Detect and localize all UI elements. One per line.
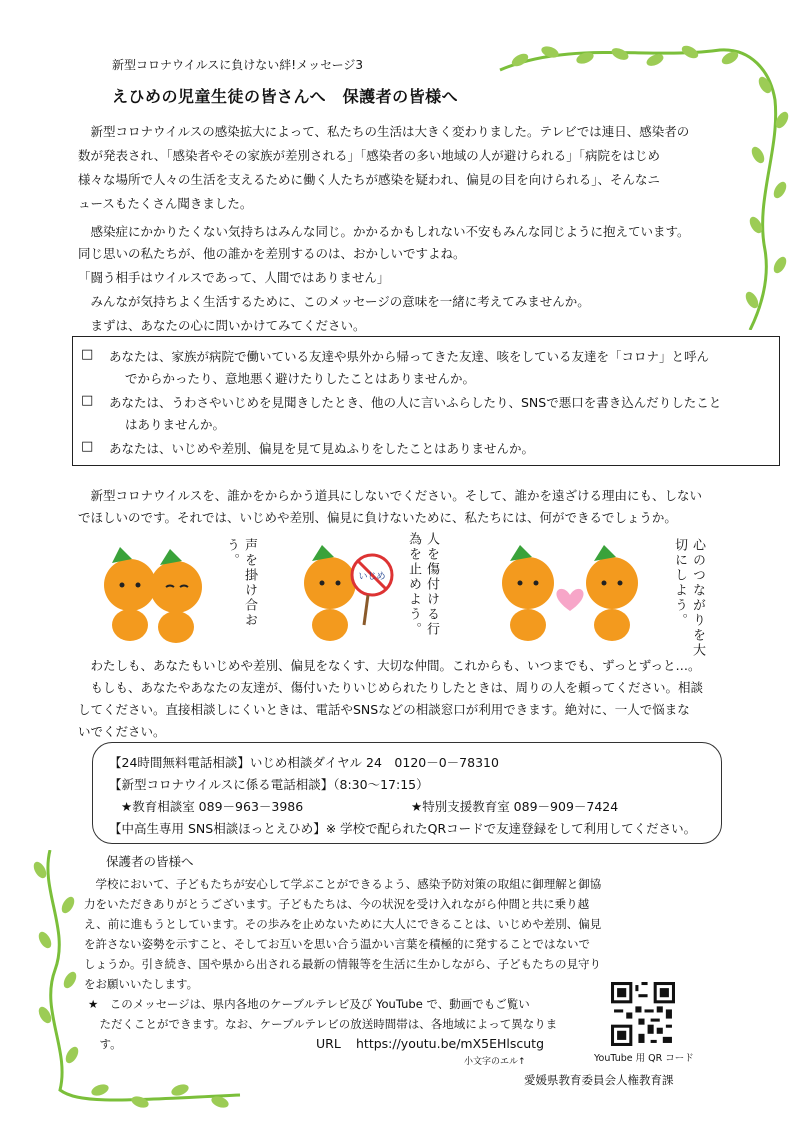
qr-code-icon[interactable] [611, 982, 675, 1046]
intro-line: みんなが気持ちよく生活するために、このメッセージの意味を一緒に考えてみませんか。 [78, 294, 590, 309]
intro-line: まずは、あなたの心に問いかけてみてください。 [78, 318, 366, 333]
checklist-item-text: あなたは、うわさやいじめを見聞きしたとき、他の人に言いふらしたり、SNSで悪口を書き込んだりしたこと [109, 395, 722, 410]
intro-line: 感染症にかかりたくない気持ちはみんな同じ。かかるかもしれない不安もみんな同じように抱えています。 [78, 224, 690, 239]
caption-connection: 心のつながりを大切にしよう。 [672, 538, 705, 658]
intro-line: 様々な場所で人々の生活を支えるために働く人たちが感染を疑われ、偏見の目を向けられる」、そんなニ [78, 172, 661, 187]
checklist-item-text: でからかったり、意地悪く避けたりしたことはありませんか。 [125, 371, 476, 386]
mascot-stop-bullying-illustration [290, 535, 400, 645]
guardians-line: を許さない姿勢を示すこと、そしてお互いを思い合う温かい言葉を積極的に発することではないで [84, 937, 590, 951]
body-line: わたしも、あなたもいじめや差別、偏見をなくす、大切な仲間。これからも、いつまでも、ずっとずっと…。 [78, 658, 701, 673]
body-line: してください。直接相談しにくいときは、電話やSNSなどの相談窓口が利用できます。絶対に、一人で悩まな [78, 702, 690, 717]
url-note: 小文字のエル↑ [464, 1057, 526, 1067]
body-line: でほしいのです。それでは、いじめや差別、偏見に負けないために、私たちには、何ができるでしょうか。 [78, 510, 677, 525]
youtube-url-link[interactable]: https://youtu.be/mX5EHlscutg [356, 1036, 545, 1051]
guardians-line: 学校において、子どもたちが安心して学ぶことができるよう、感染予防対策の取組に御理解と御協 [84, 877, 602, 891]
guardians-line: え、前に進もうとしています。その歩みを止めないために大人にできることは、いじめや差別、偏見 [84, 917, 602, 931]
page-title: えひめの児童生徒の皆さんへ 保護者の皆様へ [112, 87, 459, 106]
mascot-heart-illustration [490, 535, 650, 645]
quote-line: 「闘う相手はウイルスであって、人間ではありません」 [78, 270, 390, 285]
message-subtitle: 新型コロナウイルスに負けない絆!メッセージ3 [112, 58, 364, 72]
guardians-line: をお願いいたします。 [84, 977, 199, 991]
intro-line: 同じ思いの私たちが、他の誰かを差別するのは、おかしいですよね。 [78, 246, 466, 261]
checkbox[interactable]: □ [81, 439, 94, 454]
education-consult-room: ★教育相談室 089－963－3986 [121, 799, 304, 814]
youtube-note-line: す。 [88, 1037, 122, 1051]
issuer-name: 愛媛県教育委員会人権教育課 [524, 1073, 674, 1087]
checkbox[interactable]: □ [81, 347, 94, 362]
checklist-item-text: あなたは、家族が病院で働いている友達や県外から帰ってきた友達、咳をしている友達を「コロナ」と呼ん [109, 349, 710, 364]
url-label: URL [316, 1036, 341, 1051]
mascot-pair-hug-illustration [90, 535, 220, 645]
checkbox[interactable]: □ [81, 393, 94, 408]
checklist-item-text: はありませんか。 [125, 417, 226, 432]
youtube-note-line: ただくことができます。なお、ケーブルテレビの放送時間帯は、各地域によって異なりま [88, 1017, 558, 1031]
caption-stop-hurting: 人を傷付ける行為を止めよう。 [406, 532, 439, 637]
self-check-panel [72, 336, 780, 466]
hotline-24h: 【24時間無料電話相談】いじめ相談ダイヤル 24 0120－0－78310 [109, 755, 499, 770]
special-support-office: ★特別支援教育室 089－909－7424 [411, 799, 619, 814]
body-line: もしも、あなたやあなたの友達が、傷付いたりいじめられたりしたときは、周りの人を頼ってください。相談 [78, 680, 704, 695]
consultation-contacts-box [92, 742, 722, 844]
intro-line: 新型コロナウイルスの感染拡大によって、私たちの生活は大きく変わりました。テレビでは連日、感染者の [78, 124, 690, 139]
sign-text: いじめ [358, 572, 386, 582]
body-line: 新型コロナウイルスを、誰かをからかう道具にしないでください。そして、誰かを遠ざける理由にも、しない [78, 488, 703, 503]
checklist-item-text: あなたは、いじめや差別、偏見を見て見ぬふりをしたことはありませんか。 [109, 441, 535, 456]
caption-call-out: 声を掛け合おう。 [224, 538, 257, 628]
qr-caption: YouTube 用 QR コード [594, 1053, 694, 1064]
guardians-line: しょうか。引き続き、国や県から出される最新の情報等を生活に生かしながら、子どもたちの見守り [84, 957, 602, 971]
guardians-line: 力をいただきありがとうございます。子どもたちは、今の状況を受け入れながら仲間と共に乗り越 [84, 897, 590, 911]
sns-consult-line: 【中高生専用 SNS相談ほっとえひめ】※ 学校で配られたQRコードで友達登録をして利用してください。 [109, 821, 697, 836]
guardians-heading: 保護者の皆様へ [106, 854, 194, 869]
body-line: いでください。 [78, 724, 166, 739]
intro-line: ュースもたくさん聞きました。 [78, 196, 253, 211]
intro-line: 数が発表され、「感染者やその家族が差別される」「感染者の多い地域の人が避けられる」「病院をはじめ [78, 148, 661, 163]
covid-phone-consult: 【新型コロナウイルスに係る電話相談】（8:30～17:15） [109, 777, 429, 792]
youtube-note-line: ★ このメッセージは、県内各地のケーブルテレビ及び YouTube で、動画でもご覧い [88, 997, 530, 1011]
